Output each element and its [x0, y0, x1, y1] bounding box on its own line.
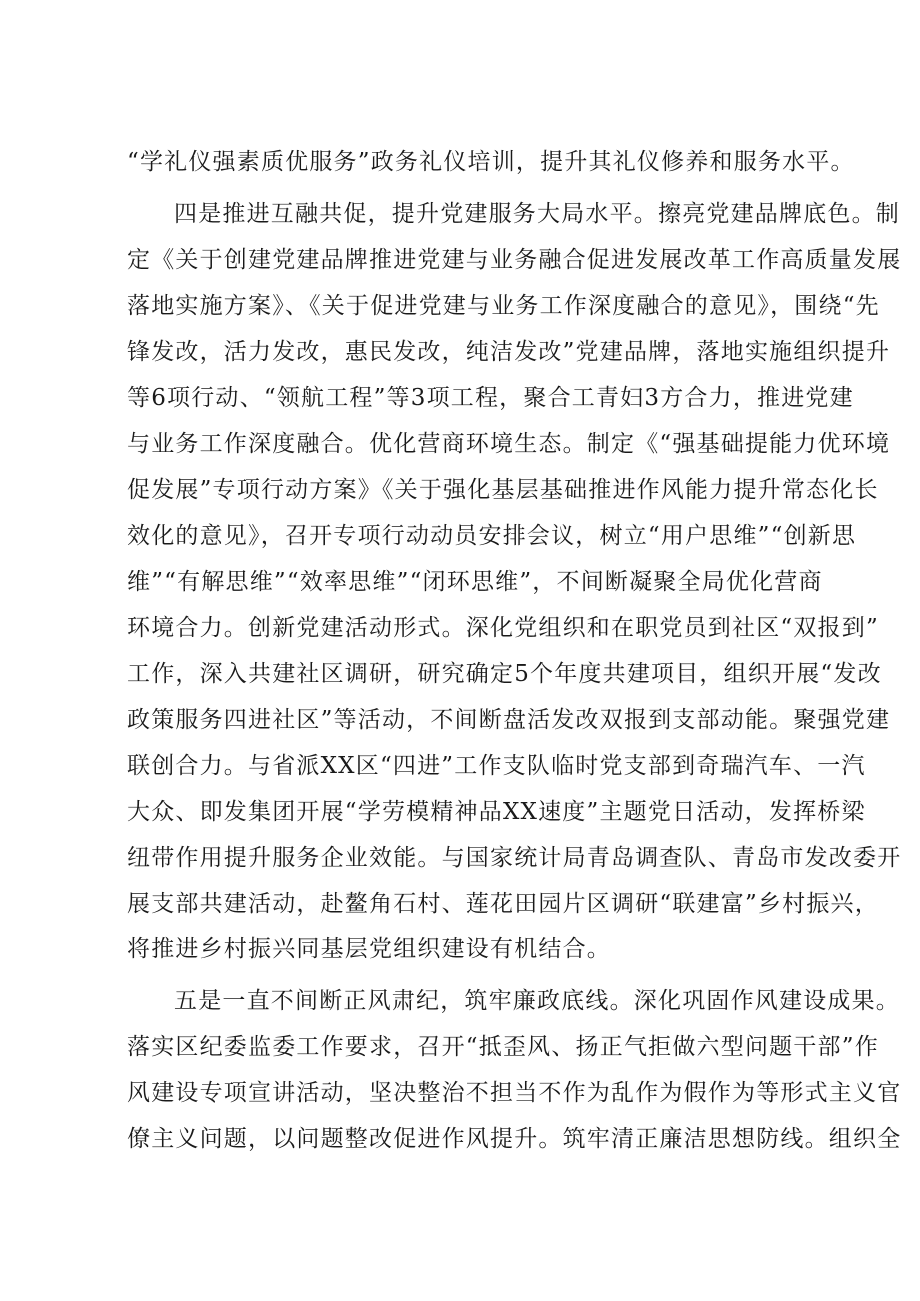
text-line: 工作，深入共建社区调研，研究确定5个年度共建项目，组织开展“发改: [127, 661, 882, 687]
text-line: 僚主义问题，以问题整改促进作风提升。筑牢清正廉洁思想防线。组织全: [127, 1126, 902, 1152]
text-line: 锋发改，活力发改，惠民发改，纯洁发改”党建品牌，落地实施组织提升: [127, 339, 891, 365]
text-line: 政策服务四进社区”等活动，不间断盘活发改双报到支部动能。聚强党建: [127, 707, 891, 733]
text-line: 落地实施方案》、《关于促进党建与业务工作深度融合的意见》，围绕“先: [127, 293, 880, 319]
text-line: 联创合力。与省派XX区“四进”工作支队临时党支部到奇瑞汽车、一汽: [127, 753, 866, 779]
text-line: 等6项行动、“领航工程”等3项工程，聚合工青妇3方合力，推进党建: [127, 385, 854, 411]
text-line: 大众、即发集团开展“学劳模精神品XX速度”主题党日活动，发挥桥梁: [127, 799, 866, 825]
text-line: 环境合力。创新党建活动形式。深化党组织和在职党员到社区“双报到”: [127, 615, 879, 641]
text-line: 风建设专项宣讲活动，坚决整治不担当不作为乱作为假作为等形式主义官: [127, 1080, 902, 1106]
text-line: 维”“有解思维”“效率思维”“闭环思维”，不间断凝聚全局优化营商: [127, 569, 823, 595]
text-line: “学礼仪强素质优服务”政务礼仪培训，提升其礼仪修养和服务水平。: [127, 149, 855, 175]
text-line: 促发展”专项行动方案》《关于强化基层基础推进作风能力提升常态化长: [127, 477, 879, 503]
text-line: 将推进乡村振兴同基层党组织建设有机结合。: [127, 936, 611, 962]
text-line: 展支部共建活动，赴鳌角石村、莲花田园片区调研“联建富”乡村振兴，: [127, 891, 879, 917]
text-line: 落实区纪委监委工作要求，召开“抵歪风、扬正气拒做六型问题干部”作: [127, 1034, 879, 1060]
text-line: 与业务工作深度融合。优化营商环境生态。制定《“强基础提能力优环境: [127, 431, 891, 457]
text-line: 纽带作用提升服务企业效能。与国家统计局青岛调查队、青岛市发改委开: [127, 845, 902, 871]
text-line: 五是一直不间断正风肃纪，筑牢廉政底线。深化巩固作风建设成果。: [174, 988, 900, 1014]
text-line: 效化的意见》，召开专项行动动员安排会议，树立“用户思维”“创新思: [127, 523, 857, 549]
text-line: 定《关于创建党建品牌推进党建与业务融合促进发展改革工作高质量发展: [127, 247, 902, 273]
text-line: 四是推进互融共促，提升党建服务大局水平。擦亮党建品牌底色。制: [174, 201, 900, 227]
